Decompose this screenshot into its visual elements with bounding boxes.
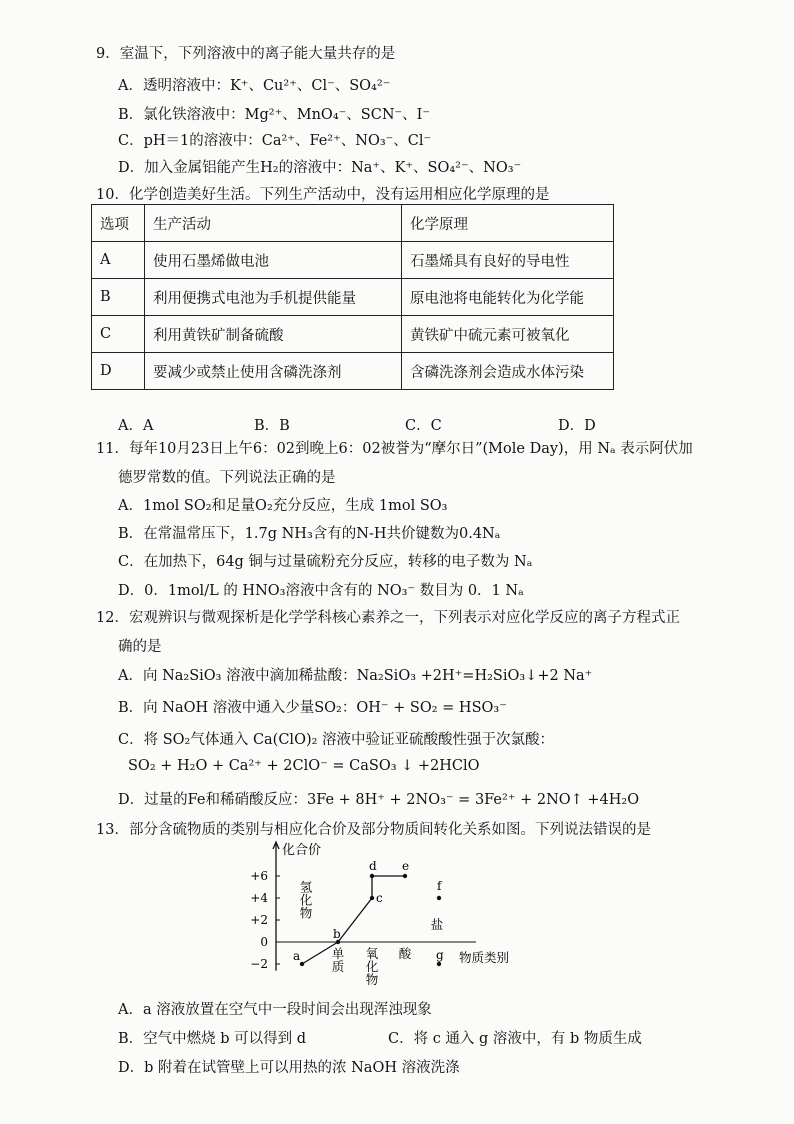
q9-option-a: A．透明溶液中：K⁺、Cu²⁺、Cl⁻、SO₄²⁻ <box>118 78 391 94</box>
y-tick-label: +2 <box>250 913 268 927</box>
q9-option-b: B．氯化铁溶液中：Mg²⁺、MnO₄⁻、SCN⁻、I⁻ <box>118 107 431 123</box>
table-cell: A <box>92 242 145 279</box>
y-tick-label: 0 <box>260 935 268 949</box>
q11-option-d: D．0．1mol/L 的 HNO₃溶液中含有的 NO₃⁻ 数目为 0．1 Nₐ <box>118 583 524 599</box>
table-cell: 利用便携式电池为手机提供能量 <box>145 279 402 316</box>
q12-option-c: C．将 SO₂气体通入 Ca(ClO)₂ 溶液中验证亚硫酸酸性强于次氯酸： <box>118 732 555 748</box>
q13-stem: 13．部分含硫物质的类别与相应化合价及部分物质间转化关系如图。下列说法错误的是 <box>96 822 651 838</box>
q13-option-b: B．空气中燃烧 b 可以得到 d <box>118 1031 307 1047</box>
x-category-label: 盐 <box>430 916 444 932</box>
q10-choice-b: B．B <box>254 418 290 434</box>
data-point-label: e <box>402 859 410 873</box>
q10-choice-a: A．A <box>118 418 154 434</box>
x-category-label: 单 <box>331 946 345 961</box>
q11-option-c: C．在加热下，64g 铜与过量硫粉充分反应，转移的电子数为 Nₐ <box>118 554 533 570</box>
table-header: 化学原理 <box>402 205 614 242</box>
table-row <box>92 279 614 316</box>
x-category-label: 物 <box>299 905 313 921</box>
table-row <box>92 316 614 353</box>
q11-stem-line1: 11．每年10月23日上午6：02到晚上6：02被誉为“摩尔日”(Mole Day)，用 Nₐ 表示阿伏加 <box>96 441 693 457</box>
table-cell: 黄铁矿中硫元素可被氧化 <box>402 316 614 353</box>
data-point-label: d <box>369 859 377 873</box>
data-point <box>437 896 441 900</box>
table-header: 选项 <box>92 205 145 242</box>
connection-line <box>338 898 372 942</box>
q10-stem: 10．化学创造美好生活。下列生产活动中，没有运用相应化学原理的是 <box>96 187 550 203</box>
x-category-label: 酸 <box>398 946 412 961</box>
y-tick-label: −2 <box>250 957 268 971</box>
q12-stem-line2: 确的是 <box>118 639 162 655</box>
table-cell: 原电池将电能转化为化学能 <box>402 279 614 316</box>
q10-choice-d: D．D <box>558 418 596 434</box>
valence-category-chart <box>230 840 510 1000</box>
data-point <box>370 896 374 900</box>
data-point-label: g <box>436 948 444 962</box>
y-tick-label: +6 <box>250 869 268 883</box>
y-tick-label: +4 <box>250 891 268 905</box>
y-axis-label: 化合价 <box>282 843 322 858</box>
x-axis-label: 物质类别 <box>459 950 510 965</box>
data-point <box>370 874 374 878</box>
q9-option-d: D．加入金属铝能产生H₂的溶液中：Na⁺、K⁺、SO₄²⁻、NO₃⁻ <box>118 160 522 176</box>
data-point <box>300 962 304 966</box>
table-cell: 要减少或禁止使用含磷洗涤剂 <box>145 353 402 390</box>
table-cell: 使用石墨烯做电池 <box>145 242 402 279</box>
x-category-label: 化 <box>299 892 313 908</box>
q11-option-a: A．1mol SO₂和足量O₂充分反应，生成 1mol SO₃ <box>118 498 448 514</box>
q11-option-b: B．在常温常压下，1.7g NH₃含有的N-H共价键数为0.4Nₐ <box>118 526 501 542</box>
q13-option-c: C．将 c 通入 g 溶液中，有 b 物质生成 <box>388 1031 642 1047</box>
x-category-label: 氧 <box>365 946 379 961</box>
x-category-label: 化 <box>365 959 379 974</box>
data-point-label: a <box>293 949 301 963</box>
data-point <box>403 874 407 878</box>
table-cell: C <box>92 316 145 353</box>
data-point-label: c <box>376 891 383 905</box>
table-row <box>92 353 614 390</box>
table-row <box>92 242 614 279</box>
table-cell: B <box>92 279 145 316</box>
x-category-label: 氢 <box>299 879 313 895</box>
q13-option-d: D．b 附着在试管壁上可以用热的浓 NaOH 溶液洗涤 <box>118 1060 460 1076</box>
table-cell: 含磷洗涤剂会造成水体污染 <box>402 353 614 390</box>
data-point-label: f <box>437 879 442 893</box>
table-header: 生产活动 <box>145 205 402 242</box>
q12-option-b: B．向 NaOH 溶液中通入少量SO₂：OH⁻ + SO₂ = HSO₃⁻ <box>118 700 507 716</box>
q12-option-a: A．向 Na₂SiO₃ 溶液中滴加稀盐酸：Na₂SiO₃ +2H⁺=H₂SiO₃↓+2 Na⁺ <box>118 668 593 684</box>
q12-stem-line1: 12．宏观辨识与微观探析是化学学科核心素养之一，下列表示对应化学反应的离子方程式正 <box>96 610 680 626</box>
table-header-row <box>92 205 614 242</box>
q11-stem-line2: 德罗常数的值。下列说法正确的是 <box>118 470 336 486</box>
x-category-label: 质 <box>331 959 345 974</box>
q9-option-c: C．pH＝1的溶液中：Ca²⁺、Fe²⁺、NO₃⁻、Cl⁻ <box>118 133 432 149</box>
q10-choice-c: C．C <box>405 418 442 434</box>
data-point-label: b <box>333 927 341 941</box>
q12-option-c-equation: SO₂ + H₂O + Ca²⁺ + 2ClO⁻ = CaSO₃ ↓ +2HClO <box>128 758 480 774</box>
table-cell: D <box>92 353 145 390</box>
table-cell: 石墨烯具有良好的导电性 <box>402 242 614 279</box>
q13-option-a: A．a 溶液放置在空气中一段时间会出现浑浊现象 <box>118 1002 432 1018</box>
q10-table <box>91 204 614 390</box>
data-point <box>437 962 441 966</box>
q12-option-d: D．过量的Fe和稀硝酸反应：3Fe + 8H⁺ + 2NO₃⁻ = 3Fe²⁺ + 2NO↑ +4H₂O <box>118 792 640 808</box>
x-category-label: 物 <box>365 972 379 987</box>
q9-stem: 9．室温下，下列溶液中的离子能大量共存的是 <box>96 46 396 62</box>
table-cell: 利用黄铁矿制备硫酸 <box>145 316 402 353</box>
